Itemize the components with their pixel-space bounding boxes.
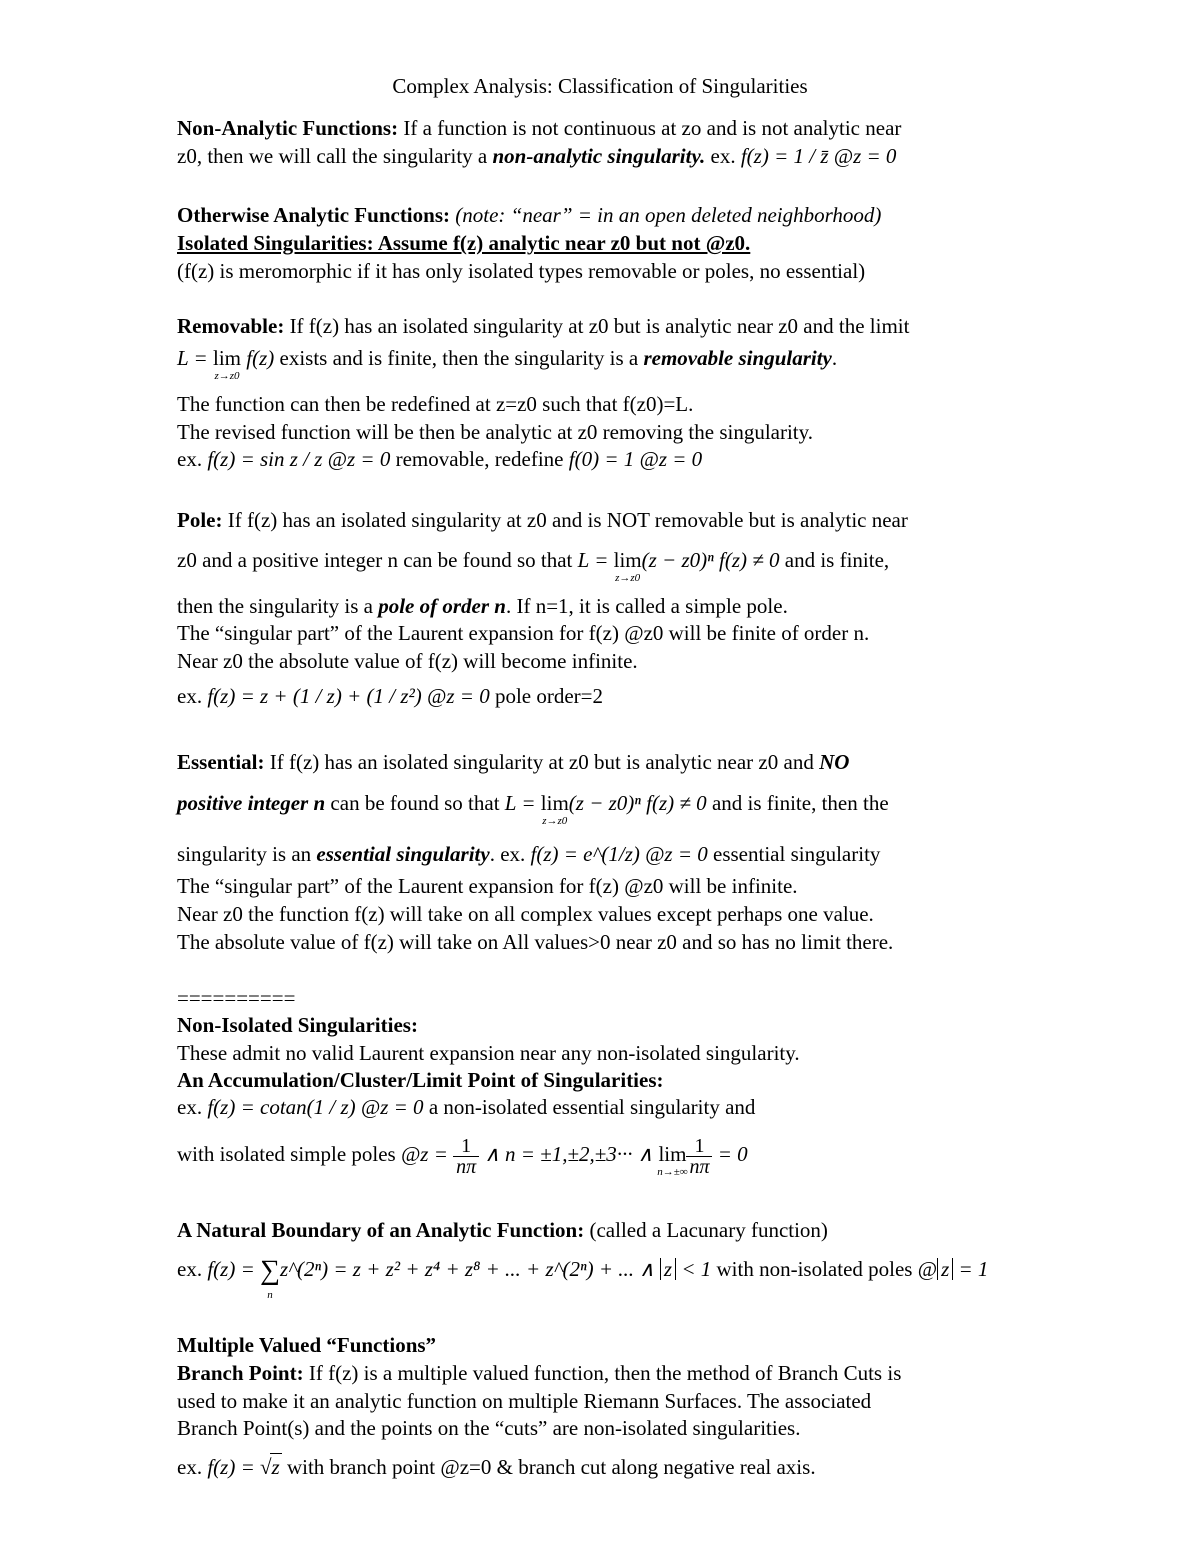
removable-example [177, 446, 702, 472]
text: An Accumulation/Cluster/Limit Point of Singularities: [177, 1068, 664, 1092]
math-expression: z^(2ⁿ) = z + z² + z⁴ + z⁸ + ... + z^(2ⁿ) + ... ∧ [279, 1257, 660, 1281]
limit-operator [613, 547, 642, 584]
limit-subscript: z→z0 [615, 572, 641, 584]
emphasis: NO [819, 750, 850, 774]
denominator: nπ [456, 1155, 477, 1178]
non-isolated-line-1: These admit no valid Laurent expansion near any non-isolated singularity. [177, 1041, 800, 1065]
emphasis: removable singularity [643, 346, 832, 370]
removable-line-1 [177, 313, 909, 339]
limit-operator [212, 345, 241, 382]
essential-line-5: Near z0 the function f(z) will take on all complex values except perhaps one value. [177, 902, 874, 926]
text: can be found so that [325, 791, 505, 815]
absolute-value: z [660, 1258, 676, 1280]
non-isolated-heading [177, 1012, 418, 1038]
text: lim [212, 346, 241, 370]
text: . If n=1, it is called a simple pole. [505, 594, 788, 618]
math: ∧ n = ±1,±2,±3··· ∧ [479, 1142, 659, 1166]
text: and is finite, then the [706, 791, 889, 815]
text: If a function is not continuous at zo and is not analytic near [398, 116, 902, 140]
numerator: 1 [453, 1136, 479, 1157]
page-title: Complex Analysis: Classification of Singularities [392, 74, 808, 98]
text: . ex. [489, 842, 531, 866]
limit-operator [657, 1134, 688, 1178]
multiple-valued-heading [177, 1332, 436, 1358]
text: ex. [177, 1095, 208, 1119]
text: Non-Isolated Singularities: [177, 1013, 418, 1037]
removable-heading: Removable: [177, 314, 285, 338]
math: L = [504, 791, 541, 815]
text: z0, then we will call the singularity a [177, 144, 493, 168]
text: If f(z) has an isolated singularity at z0 and is NOT removable but is analytic near [222, 508, 908, 532]
text: . [831, 346, 838, 370]
text: If f(z) has an isolated singularity at z0 but is analytic near z0 and the limit [284, 314, 910, 338]
pole-line-5: Near z0 the absolute value of f(z) will become infinite. [177, 649, 638, 673]
pole-line-4: The “singular part” of the Laurent expansion for f(z) @z0 will be finite of order n. [177, 621, 870, 645]
text: ex. [177, 1455, 208, 1479]
branch-line-3: Branch Point(s) and the points on the “cuts” are non-isolated singularities. [177, 1416, 801, 1440]
essential-heading: Essential: [177, 750, 265, 774]
natural-boundary-example [177, 1255, 989, 1301]
radicand: z [271, 1455, 280, 1479]
text: ex. [705, 144, 741, 168]
essential-line-4: The “singular part” of the Laurent expansion for f(z) @z0 will be infinite. [177, 874, 798, 898]
emphasis: non-analytic singularity. [492, 144, 706, 168]
emphasis: pole of order n [378, 594, 506, 618]
math: (z − z0)ⁿ f(z) ≠ 0 [641, 548, 780, 572]
text: exists and is finite, then the singularity is a [274, 346, 644, 370]
text: with isolated simple poles [177, 1142, 401, 1166]
math: f(z) = √ [207, 1455, 272, 1479]
text: and is finite, [779, 548, 890, 572]
denominator: nπ [689, 1155, 710, 1178]
math: (z − z0)ⁿ f(z) ≠ 0 [568, 791, 707, 815]
pole-example [177, 683, 603, 709]
branch-line-1 [177, 1360, 901, 1386]
removable-line-2 [177, 345, 838, 382]
math-expression: f(z) = z + (1 / z) + (1 / z²) @z = 0 [207, 684, 490, 708]
natural-boundary-line [177, 1217, 828, 1243]
text: ex. [177, 684, 208, 708]
text: z0 and a positive integer n can be found so that [177, 548, 578, 572]
branch-example [177, 1453, 816, 1480]
math: = 1 [953, 1257, 989, 1281]
math-expression: f(z) = e^(1/z) @z = 0 [530, 842, 708, 866]
essential-line-3 [177, 841, 880, 867]
meromorphic-note: (f(z) is meromorphic if it has only isolated types removable or poles, no essential) [177, 259, 866, 283]
math: L = [577, 548, 614, 572]
summation-subscript: n [267, 1289, 273, 1301]
text: then the singularity is a [177, 594, 379, 618]
math: < 1 [676, 1257, 712, 1281]
natural-boundary-heading: A Natural Boundary of an Analytic Function: [177, 1218, 585, 1242]
limit-subscript: z→z0 [214, 370, 240, 382]
math-expression: f(z) = cotan(1 / z) @z = 0 [207, 1095, 424, 1119]
text: Multiple Valued “Functions” [177, 1333, 437, 1357]
text: essential singularity [707, 842, 881, 866]
text: (called a Lacunary function) [584, 1218, 828, 1242]
text: a non-isolated essential singularity and [423, 1095, 756, 1119]
separator: ========== [177, 986, 296, 1010]
branch-point-heading: Branch Point: [177, 1361, 304, 1385]
removable-line-4: The revised function will be then be analytic at z0 removing the singularity. [177, 420, 814, 444]
removable-line-3: The function can then be redefined at z=z0 such that f(z0)=L. [177, 392, 694, 416]
math-expression: f(0) = 1 @z = 0 [568, 447, 703, 471]
text: with branch point @z=0 & branch cut along negative real axis. [281, 1455, 816, 1479]
math-expression: f(z) = 1 / z̄ @z = 0 [740, 144, 897, 168]
non-analytic-line-1 [177, 115, 901, 141]
essential-line-1 [177, 749, 849, 775]
math: L = [177, 346, 213, 370]
fraction [453, 1136, 479, 1177]
text: If f(z) has an isolated singularity at z0 but is analytic near z0 and [264, 750, 820, 774]
accumulation-poles [177, 1134, 748, 1177]
text: If f(z) is a multiple valued function, then the method of Branch Cuts is [303, 1361, 902, 1385]
limit-operator [540, 790, 569, 827]
text: pole order=2 [489, 684, 604, 708]
branch-line-2: used to make it an analytic function on multiple Riemann Surfaces. The associated [177, 1389, 872, 1413]
math: f(z) [241, 346, 275, 370]
pole-heading: Pole: [177, 508, 223, 532]
math: f(z) = [207, 1257, 260, 1281]
text: Isolated Singularities: Assume f(z) analytic near z0 but not @z0. [177, 231, 751, 255]
essential-line-6: The absolute value of f(z) will take on All values>0 near z0 and so has no limit there. [177, 930, 894, 954]
emphasis: positive integer n [177, 791, 326, 815]
math: = 0 [712, 1142, 748, 1166]
pole-line-1 [177, 507, 908, 533]
pole-line-2 [177, 547, 890, 584]
text: ex. [177, 447, 208, 471]
text: with non-isolated poles @ [711, 1257, 938, 1281]
limit-subscript: z→z0 [542, 815, 568, 827]
non-analytic-heading: Non-Analytic Functions: [177, 116, 399, 140]
numerator: 1 [686, 1136, 712, 1157]
pole-line-3 [177, 593, 788, 619]
essential-line-2 [177, 790, 889, 827]
limit-subscript: n→±∞ [657, 1166, 688, 1178]
fraction [686, 1136, 712, 1177]
note: (note: “near” = in an open deleted neighborhood) [450, 203, 882, 227]
text: ex. [177, 1257, 208, 1281]
accumulation-heading [177, 1067, 664, 1093]
text: removable, redefine [390, 447, 569, 471]
text: lim [658, 1142, 687, 1166]
emphasis: essential singularity [316, 842, 490, 866]
math-expression: f(z) = sin z / z @z = 0 [207, 447, 391, 471]
otherwise-line [177, 202, 881, 228]
absolute-value: z [937, 1258, 953, 1280]
text: singularity is an [177, 842, 317, 866]
math: @z = [400, 1142, 454, 1166]
summation-symbol: ∑ n [260, 1258, 280, 1284]
text: lim [613, 548, 642, 572]
isolated-heading [177, 230, 750, 256]
non-analytic-line-2 [177, 143, 896, 169]
accumulation-example [177, 1094, 755, 1120]
text: lim [540, 791, 569, 815]
otherwise-heading: Otherwise Analytic Functions: [177, 203, 450, 227]
